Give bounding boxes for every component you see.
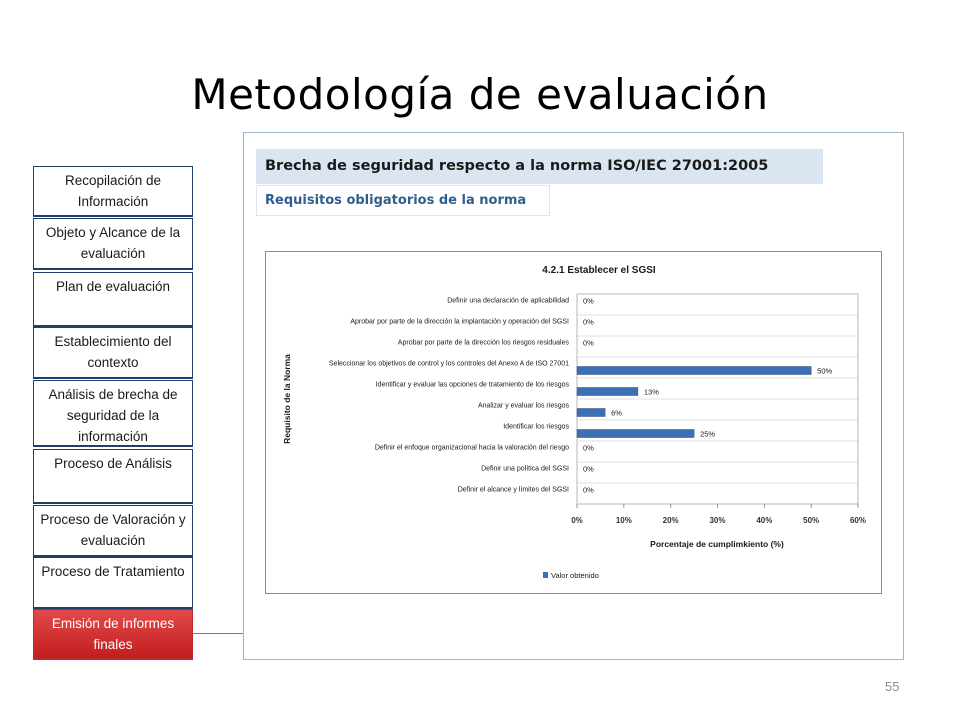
x-tick-label: 10% xyxy=(615,516,632,525)
x-axis-label: Porcentaje de cumplimkiento (%) xyxy=(650,539,784,549)
x-tick-label: 40% xyxy=(756,516,773,525)
step-valoracion[interactable]: Proceso de Valoración y evaluación xyxy=(33,505,193,557)
panel-subheader: Requisitos obligatorios de la norma xyxy=(256,185,550,216)
step-tratamiento[interactable]: Proceso de Tratamiento xyxy=(33,557,193,609)
chart-title: 4.2.1 Establecer el SGSI xyxy=(542,265,656,276)
x-tick-label: 50% xyxy=(803,516,820,525)
step-analisis-brecha[interactable]: Análisis de brecha de seguridad de la información xyxy=(33,380,193,447)
category-label: Analizar y evaluar los riesgos xyxy=(477,402,569,410)
data-label: 6% xyxy=(611,408,622,418)
step-contexto[interactable]: Establecimiento del contexto xyxy=(33,327,193,379)
step-objeto-alcance[interactable]: Objeto y Alcance de la evaluación xyxy=(33,218,193,270)
data-label: 0% xyxy=(583,338,594,348)
data-label: 0% xyxy=(583,485,594,495)
data-label: 13% xyxy=(643,387,659,397)
data-label: 25% xyxy=(700,429,716,439)
slide-title: Metodología de evaluación xyxy=(191,70,769,119)
y-axis-label: Requisito de la Norma xyxy=(282,354,292,444)
connector-line xyxy=(193,633,243,634)
category-label: Aprobar por parte de la dirección la implantación y operación del SGSI xyxy=(350,318,569,326)
category-label: Seleccionar los objetivos de control y los controles del Anexo A de ISO 27001 xyxy=(328,360,569,368)
bar xyxy=(577,388,638,396)
panel-header: Brecha de seguridad respecto a la norma ISO/IEC 27001:2005 xyxy=(256,149,823,184)
step-informes-finales[interactable]: Emisión de informes finales xyxy=(33,609,193,660)
category-label: Definir una declaración de aplicabilidad xyxy=(447,297,569,305)
category-label: Definir el alcance y límites del SGSI xyxy=(457,486,569,494)
page-number: 55 xyxy=(885,679,900,694)
step-plan[interactable]: Plan de evaluación xyxy=(33,272,193,327)
x-tick-label: 20% xyxy=(662,516,679,525)
category-label: Aprobar por parte de la dirección los riesgos residuales xyxy=(397,339,569,347)
bar xyxy=(577,430,694,438)
category-label: Definir el enfoque organizacional hacia la valoración del riesgo xyxy=(374,444,569,452)
category-label: Definir una política del SGSI xyxy=(481,465,569,473)
bar xyxy=(577,367,811,375)
step-recopilacion[interactable]: Recopilación de Información xyxy=(33,166,193,217)
category-label: Identificar y evaluar las opciones de tratamiento de los riesgos xyxy=(375,381,569,389)
data-label: 0% xyxy=(583,443,594,453)
x-tick-label: 0% xyxy=(571,516,583,525)
legend-swatch xyxy=(543,572,548,578)
bar xyxy=(577,409,605,417)
data-label: 0% xyxy=(583,317,594,327)
data-label: 0% xyxy=(583,296,594,306)
compliance-chart xyxy=(266,252,881,593)
legend-label: Valor obtenido xyxy=(551,571,599,580)
category-label: Identificar los riesgos xyxy=(503,423,569,431)
x-tick-label: 30% xyxy=(709,516,726,525)
data-label: 0% xyxy=(583,464,594,474)
data-label: 50% xyxy=(817,366,833,376)
x-tick-label: 60% xyxy=(849,516,867,525)
step-proceso-analisis[interactable]: Proceso de Análisis xyxy=(33,449,193,504)
chart-frame xyxy=(265,251,882,594)
